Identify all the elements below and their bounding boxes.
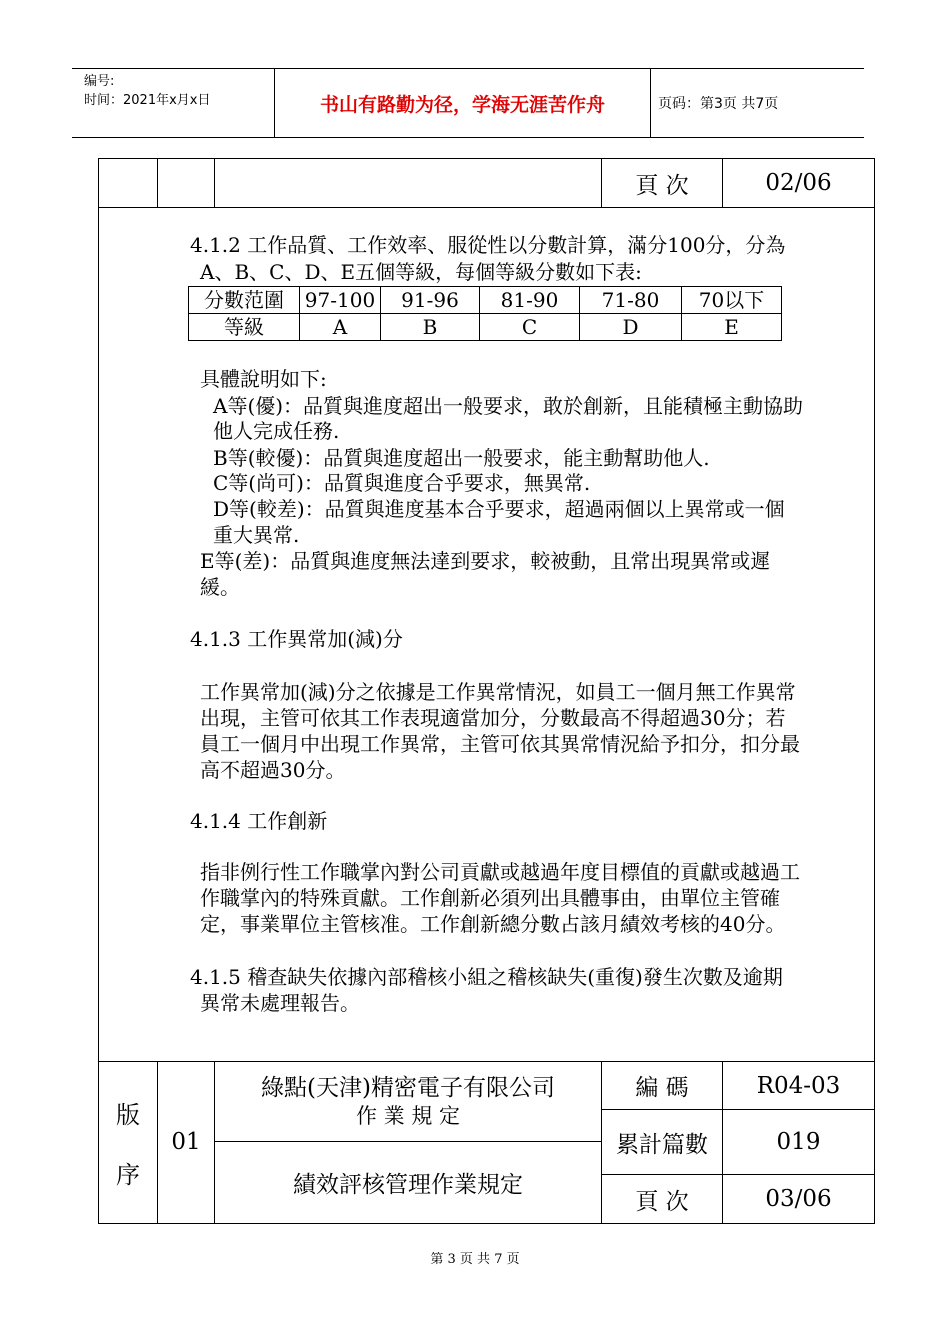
table-row bbox=[189, 287, 782, 314]
grade-cell: C bbox=[480, 314, 580, 341]
grade-cell: E bbox=[682, 314, 782, 341]
code-value: R04-03 bbox=[756, 1072, 841, 1099]
top-page-label: 頁 次 bbox=[635, 172, 689, 199]
grade-c-line: C等(尚可)：品質與進度合乎要求，無異常. bbox=[213, 471, 591, 495]
header-meta bbox=[72, 69, 275, 137]
table-row bbox=[189, 314, 782, 341]
count-label: 累計篇數 bbox=[616, 1131, 708, 1158]
grade-b-line: B等(較優)：品質與進度超出一般要求，能主動幫助他人. bbox=[213, 446, 710, 470]
grade-d-line-1: D等(較差)：品質與進度基本合乎要求，超過兩個以上異常或一個 bbox=[213, 497, 785, 521]
header-motto: 书山有路勤为径，学海无涯苦作舟 bbox=[275, 69, 651, 137]
grade-a-line-2: 他人完成任務. bbox=[213, 419, 340, 443]
section-414-heading: 4.1.4 工作創新 bbox=[190, 809, 328, 833]
section-414-line-1: 指非例行性工作職掌內對公司貢獻或越過年度目標值的貢獻或越過工 bbox=[200, 860, 800, 884]
version-char-1: 版 bbox=[116, 1100, 140, 1129]
top-row-col-1 bbox=[157, 159, 158, 207]
grade-e-line-2: 緩。 bbox=[200, 575, 240, 599]
section-413-heading: 4.1.3 工作異常加(減)分 bbox=[190, 627, 403, 651]
grade-cell: A bbox=[300, 314, 381, 341]
grade-table bbox=[188, 286, 782, 341]
section-413-line-1: 工作異常加(減)分之依據是工作異常情況，如員工一個月無工作異常 bbox=[200, 680, 796, 704]
range-header: 分數范圍 bbox=[189, 287, 300, 314]
header-page-info: 页码：第3页 共7页 bbox=[658, 96, 779, 112]
grade-d-line-2: 重大異常. bbox=[213, 523, 300, 547]
section-415-line-1: 4.1.5 稽查缺失依據內部稽核小組之稽核缺失(重復)發生次數及逾期 bbox=[190, 965, 783, 989]
count-value: 019 bbox=[776, 1129, 821, 1155]
footer-page-value: 03/06 bbox=[765, 1186, 832, 1212]
company-name: 綠點(天津)精密電子有限公司 bbox=[261, 1074, 555, 1101]
range-cell: 71-80 bbox=[580, 287, 682, 314]
section-415-line-2: 異常未處理報告。 bbox=[200, 991, 360, 1015]
range-cell: 70以下 bbox=[682, 287, 782, 314]
section-413-line-3: 員工一個月中出現工作異常，主管可依其異常情況給予扣分，扣分最 bbox=[200, 732, 800, 756]
page-footer: 第 3 页 共 7 页 bbox=[430, 1252, 520, 1267]
section-414-line-2: 作職掌內的特殊貢獻。工作創新必須列出具體事由，由單位主管確 bbox=[200, 886, 780, 910]
desc-title: 具體說明如下: bbox=[200, 367, 327, 391]
page-header bbox=[72, 68, 864, 138]
number-label: 编号: bbox=[84, 74, 115, 89]
section-412-line-2: A、B、C、D、E五個等級，每個等級分數如下表: bbox=[200, 260, 642, 284]
section-412-line-1: 4.1.2 工作品質、工作效率、服從性以分數計算，滿分100分，分為 bbox=[190, 233, 786, 257]
range-cell: 97-100 bbox=[300, 287, 381, 314]
section-413-line-2: 出現，主管可依其工作表現適當加分，分數最高不得超過30分；若 bbox=[200, 706, 786, 730]
grade-cell: B bbox=[381, 314, 480, 341]
range-cell: 81-90 bbox=[480, 287, 580, 314]
grade-header: 等級 bbox=[189, 314, 300, 341]
doc-title: 績效評核管理作業規定 bbox=[293, 1171, 523, 1198]
code-label: 編 碼 bbox=[635, 1075, 689, 1101]
version-value: 01 bbox=[171, 1129, 201, 1155]
top-row-divider bbox=[99, 207, 874, 208]
doc-type: 作 業 規 定 bbox=[355, 1104, 461, 1128]
range-cell: 91-96 bbox=[381, 287, 480, 314]
section-414-line-3: 定，事業單位主管核准。工作創新總分數占該月績效考核的40分。 bbox=[200, 912, 786, 936]
top-row-col-2 bbox=[214, 159, 215, 207]
version-char-2: 序 bbox=[116, 1160, 140, 1189]
grade-e-line-1: E等(差)：品質與進度無法達到要求，較被動，且常出現異常或遲 bbox=[200, 549, 771, 573]
time-label: 时间：2021年x月x日 bbox=[84, 93, 211, 108]
grade-cell: D bbox=[580, 314, 682, 341]
top-page-value: 02/06 bbox=[765, 170, 832, 196]
section-413-line-4: 高不超過30分。 bbox=[200, 758, 346, 782]
grade-a-line-1: A等(優)：品質與進度超出一般要求，敢於創新，且能積極主動協助 bbox=[213, 394, 804, 418]
footer-page-label: 頁 次 bbox=[635, 1188, 689, 1215]
